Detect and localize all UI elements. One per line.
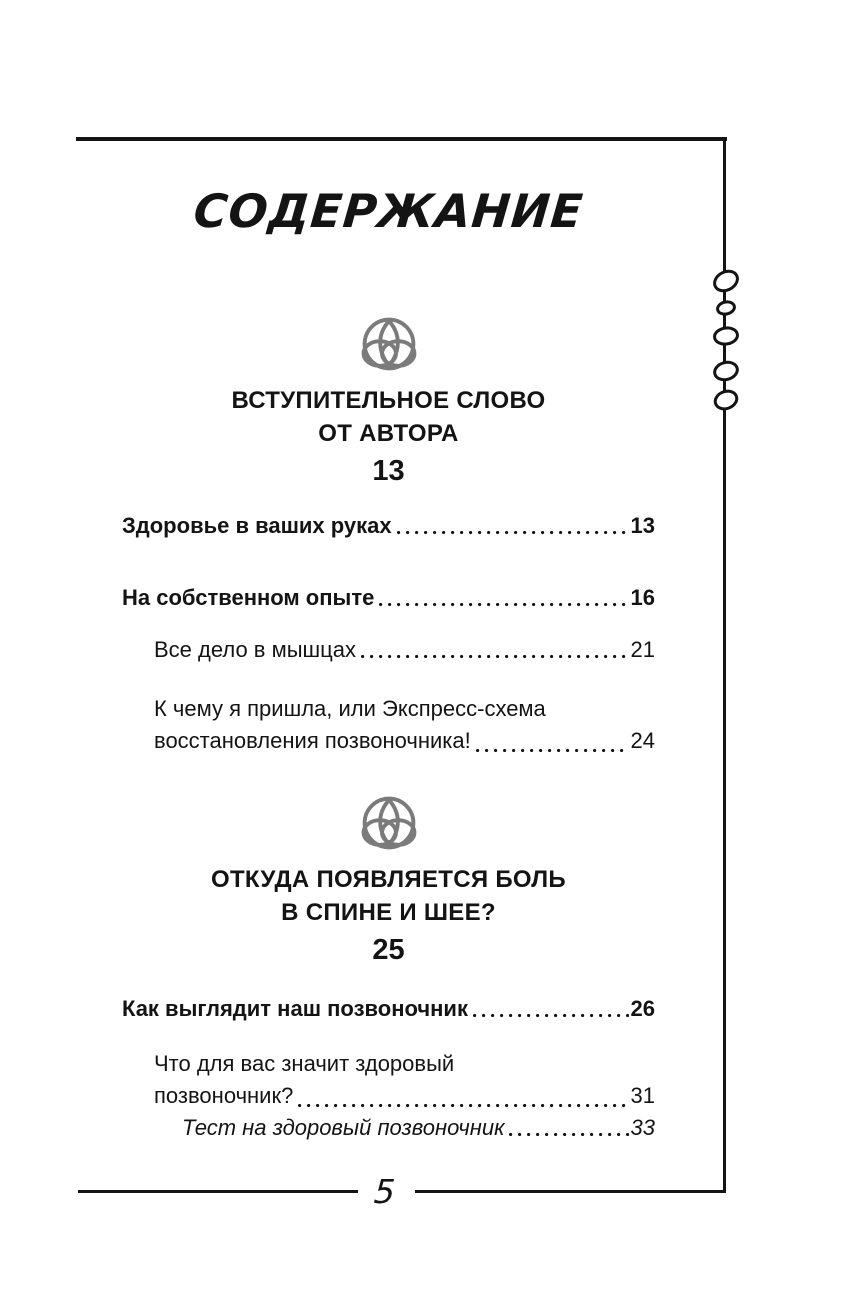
toc-entry: [122, 512, 655, 539]
toc-entry-text: Что для вас значит здоровый: [154, 1051, 455, 1076]
toc-entry-page-number: 33: [630, 1115, 655, 1140]
toc-entry-row: [154, 725, 655, 757]
sprout-in-circle-icon: [122, 795, 655, 851]
toc-entry-page-number: 31: [630, 1083, 655, 1108]
toc-entry-page-number: 16: [630, 585, 655, 610]
sprout-in-circle-icon: [122, 316, 655, 372]
dot-leader: [476, 748, 629, 753]
section-heading-line: ОТ АВТОРА: [318, 420, 459, 447]
toc-entry-text: К чему я пришла, или Экспресс-схема: [154, 696, 546, 721]
toc-entry-row: [182, 1114, 655, 1141]
toc-section: [122, 316, 655, 757]
toc-entry-text: позвоночник?: [154, 1083, 294, 1108]
toc-column: [122, 0, 655, 1141]
toc-entry-text: Как выглядит наш позвоночник: [122, 996, 468, 1021]
page-footer: [78, 1171, 726, 1211]
section-heading: [122, 384, 655, 450]
toc-entry-row: [122, 512, 655, 539]
toc-entry: [122, 1048, 655, 1112]
toc-entry-text: Здоровье в ваших руках: [122, 513, 392, 538]
section-page-number: 25: [372, 934, 405, 966]
section-heading-line: ВСТУПИТЕЛЬНОЕ СЛОВО: [231, 387, 546, 414]
page-title: СОДЕРЖАНИЕ: [191, 184, 586, 238]
toc-entry-row: [122, 995, 655, 1022]
dot-leader: [379, 602, 628, 607]
section-heading-line: В СПИНЕ И ШЕЕ?: [281, 899, 496, 926]
dot-leader: [509, 1132, 628, 1137]
section-heading-line: ОТКУДА ПОЯВЛЯЕТСЯ БОЛЬ: [211, 866, 566, 893]
footer-rule-right: [415, 1190, 726, 1193]
toc-entry: [122, 584, 655, 611]
toc-entry-row: [154, 1080, 655, 1112]
section-heading: [122, 863, 655, 929]
toc-entry-page-number: 26: [630, 996, 655, 1021]
toc-entry-row: [154, 636, 655, 663]
toc-entry: [122, 995, 655, 1022]
dot-leader: [298, 1103, 628, 1108]
toc-entry-row: [122, 584, 655, 611]
beads-decoration-icon: [701, 258, 749, 428]
toc-entry-text: восстановления позвоночника!: [154, 728, 471, 753]
toc-entry-page-number: 13: [630, 513, 655, 538]
footer-rule-left: [78, 1190, 358, 1193]
toc-sections: [122, 316, 655, 1141]
toc-section: [122, 795, 655, 1141]
toc-entry: [122, 693, 655, 757]
toc-entry-page-number: 24: [630, 728, 655, 753]
toc-entry: [122, 636, 655, 663]
toc-entry: [122, 1114, 655, 1141]
toc-entry-text: Тест на здоровый позвоночник: [182, 1115, 505, 1140]
section-page-number: 13: [372, 455, 405, 487]
folio-page-number: 5: [372, 1171, 397, 1211]
toc-entry-page-number: 21: [630, 637, 655, 662]
dot-leader: [473, 1013, 629, 1018]
toc-entry-text: На собственном опыте: [122, 585, 375, 610]
dot-leader: [397, 530, 629, 535]
dot-leader: [361, 654, 628, 659]
toc-entry-text: Все дело в мышцах: [154, 637, 357, 662]
